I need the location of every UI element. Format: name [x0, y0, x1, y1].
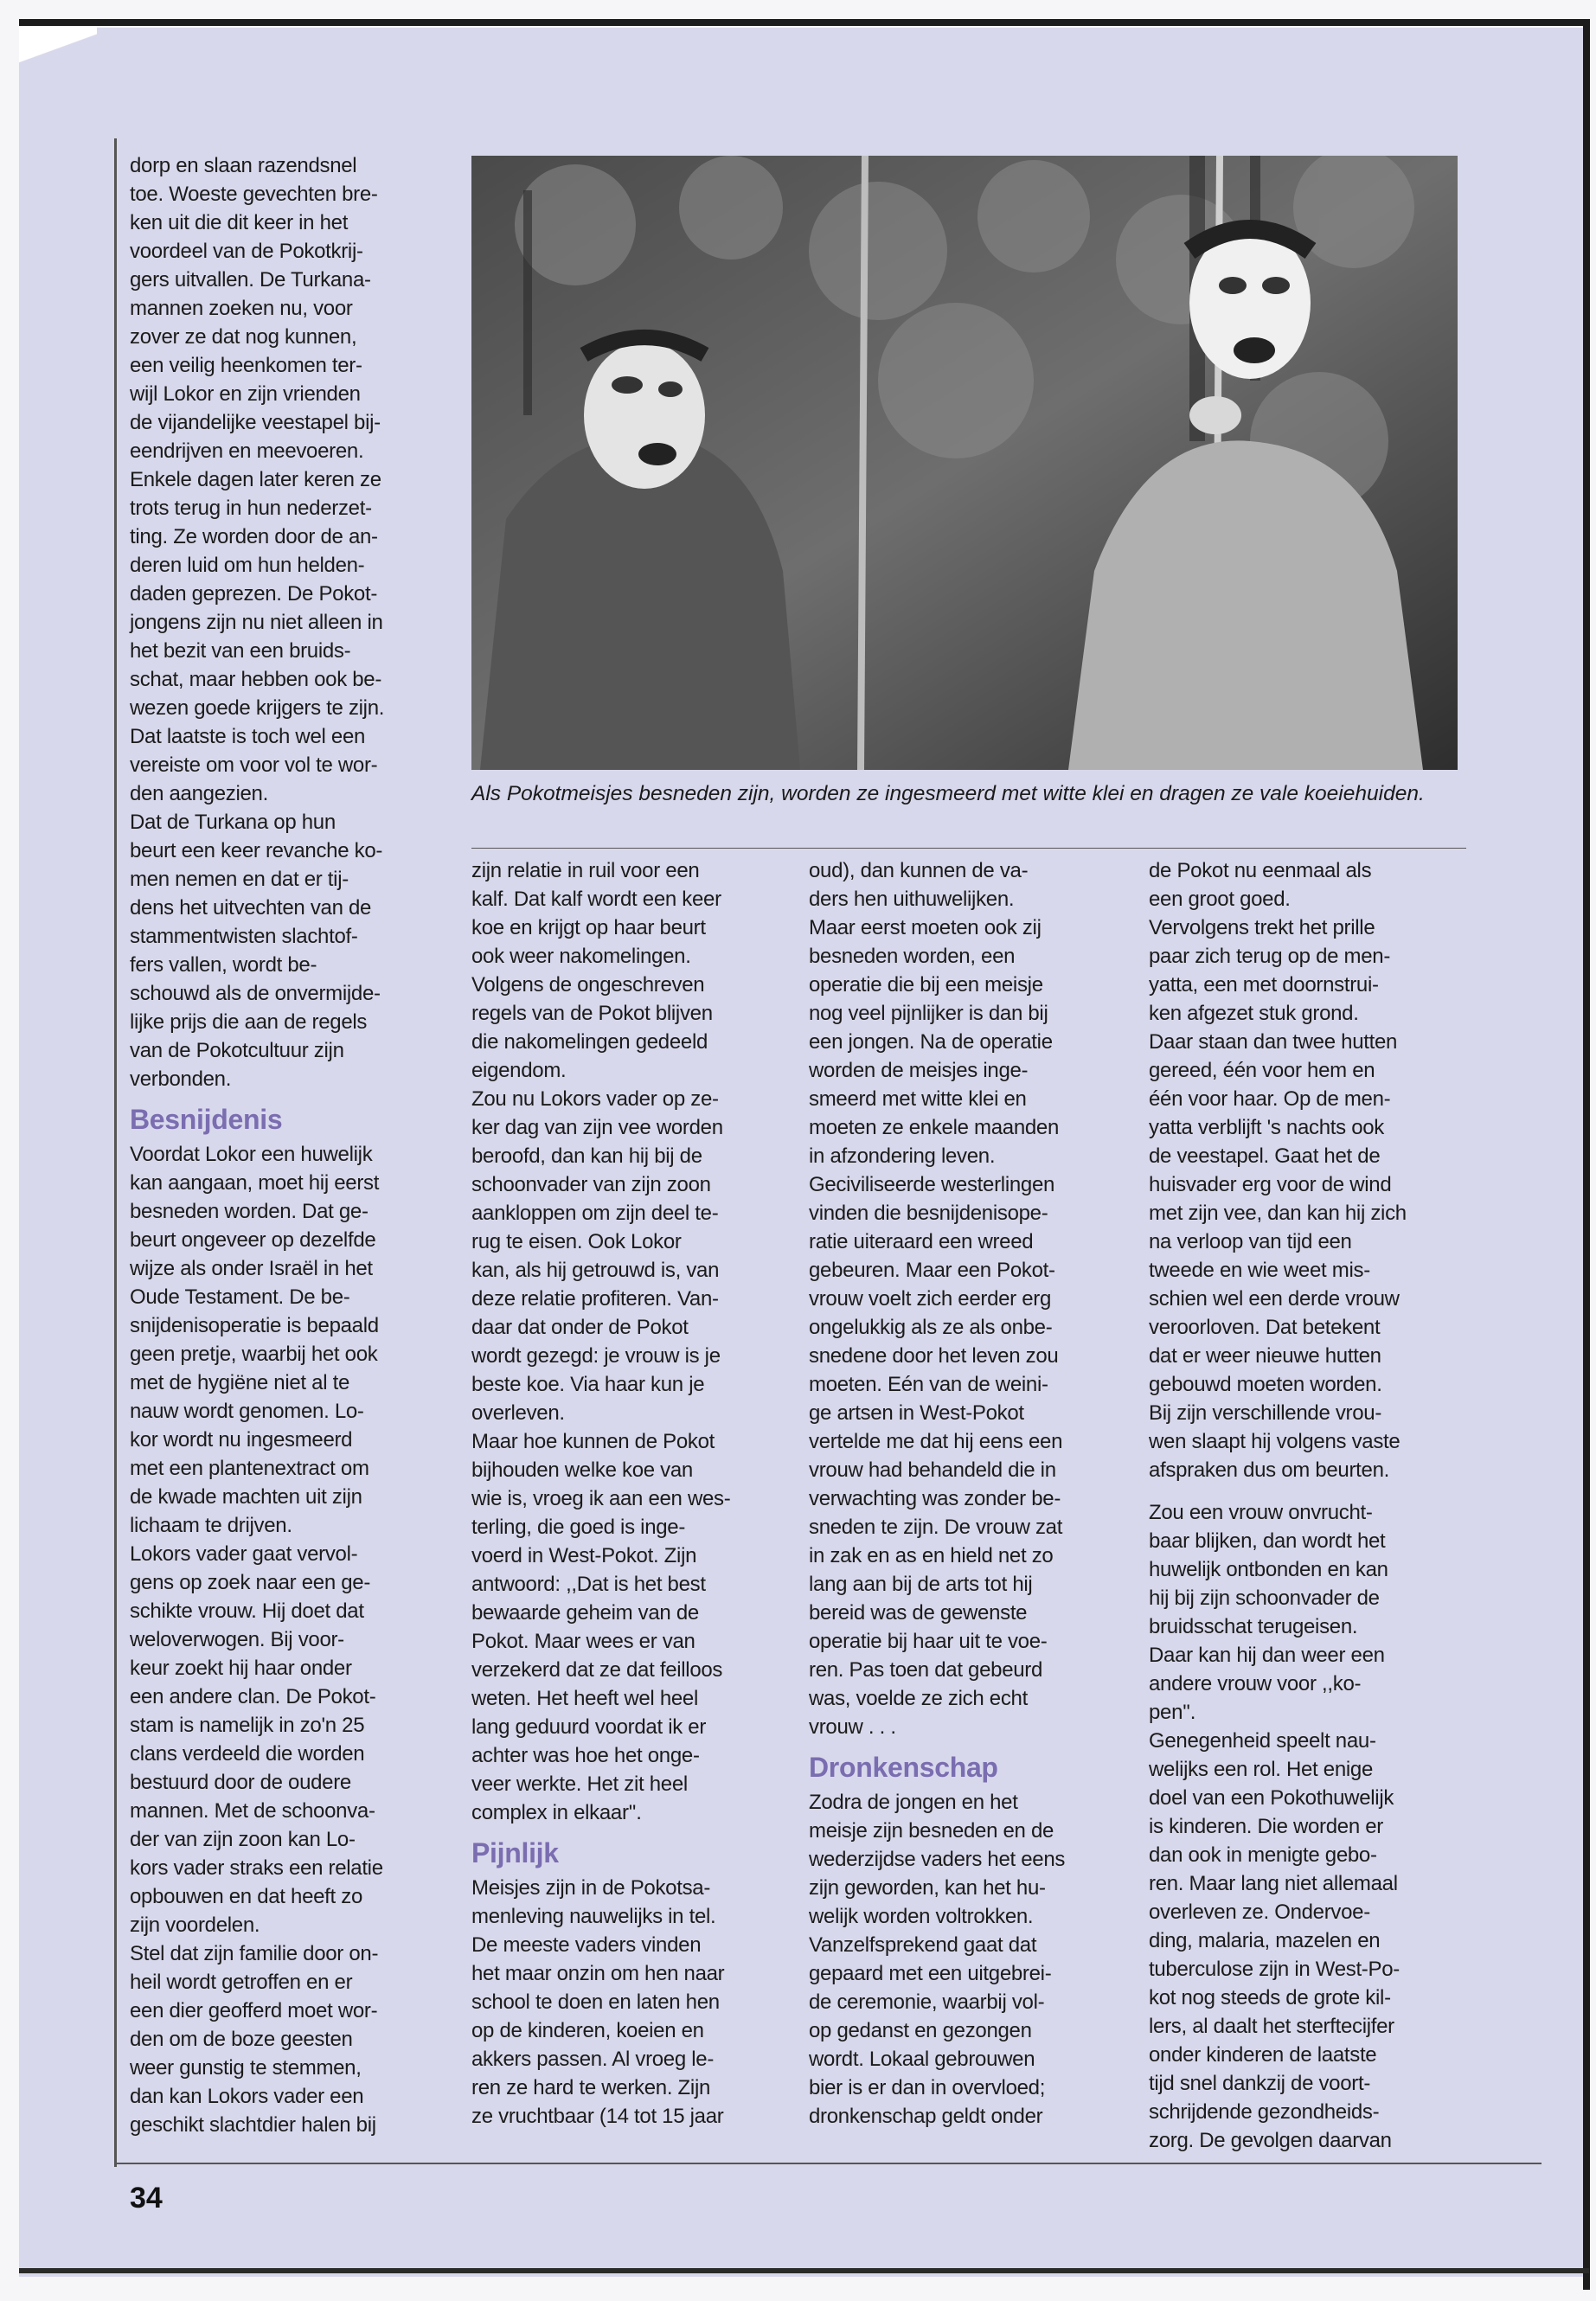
- caption-rule: [471, 848, 1466, 849]
- paragraph: Stel dat zijn familie door on- heil wordt getroffen en er een dier geofferd moet wor- den om de boze geesten weer gunstig te stemmen, dan kan Lokors vader een geschikt slachtdier halen bij: [130, 1942, 379, 2137]
- text-column-4: [1149, 856, 1469, 2155]
- paragraph: de Pokot nu eenmaal als een groot goed. Vervolgens trekt het prille paar zich terug op de men- yatta, een met doornstrui- ken afgezet stuk grond. Daar staan dan twee hutten gereed, één voor hem en één voor haar. Op de men- yatta verblijft 's nachts ook de veestapel. Gaat het de huisvader erg voor de wind met zijn vee, dan kan hij zich na verloop van tijd een tweede en wie weet mis- schien wel een derde vrouw veroorloven. Dat betekent dat er weer nieuwe hutten gebouwd moeten worden. Bij zijn verschillende vrou- wen slaapt hij volgens vaste afspraken dus om beurten.: [1149, 859, 1407, 1482]
- section-heading: Dronkenschap: [809, 1752, 998, 1783]
- paragraph: oud), dan kunnen de va- ders hen uithuwelijken. Maar eerst moeten ook zij besneden worden, een operatie die bij een meisje nog veel pijnlijker is dan bij een jongen. Na de operatie worden de meisjes inge- smeerd met witte klei en moeten ze enkele maanden in afzondering leven. Geciviliseerde westerlingen vinden die besnijdenisope- ratie uiteraard een wreed gebeuren. Maar een Pokot- vrouw voelt zich eerder erg ongelukkig als ze als onbe- snedene door het leven zou moeten. Eén van de weini- ge artsen in West-Pokot vertelde me dat hij eens een vrouw had behandeld die in verwachting was zonder be- sneden te zijn. De vrouw zat in zak en as en hield net zo lang aan bij de arts tot hij bereid was de gewenste operatie bij haar uit te voe- ren. Pas toen dat gebeurd was, voelde ze zich echt vrouw . . .: [809, 859, 1063, 1739]
- text-column-1: [130, 151, 450, 2139]
- section-heading: Pijnlijk: [471, 1837, 559, 1868]
- photo-caption: Als Pokotmeisjes besneden zijn, worden ze ingesmeerd met witte klei en dragen ze vale koeiehuiden.: [471, 782, 1425, 805]
- footer-rule: [114, 2163, 1542, 2164]
- paragraph: Maar hoe kunnen de Pokot bijhouden welke koe van wie is, vroeg ik aan een wes- terling, die goed is inge- voerd in West-Pokot. Zijn antwoord: ,,Dat is het best bewaarde geheim van de Pokot. Maar wees er van verzekerd dat ze dat feilloos weten. Het heeft wel heel lang geduurd voordat ik er achter was hoe het onge- veer werkte. Het zit heel complex in elkaar''.: [471, 1430, 731, 1824]
- section-heading: Besnijdenis: [130, 1104, 283, 1135]
- page-corner: [19, 26, 97, 78]
- scan-border: [19, 2268, 1589, 2273]
- paragraph: dorp en slaan razendsnel toe. Woeste gevechten bre- ken uit die dit keer in het voordeel van de Pokotkrij- gers uitvallen. De Turkana- mannen zoeken nu, voor zover ze dat nog kunnen, een veilig heenkomen ter- wijl Lokor en zijn vrienden de vijandelijke veestapel bij- eendrijven en meevoeren. Enkele dagen later keren ze trots terug in hun nederzet- ting. Ze worden door de an- deren luid om hun helden- daden geprezen. De Pokot- jongens zijn nu niet alleen in het bezit van een bruids- schat, maar hebben ook be- wezen goede krijgers te zijn. Dat laatste is toch wel een vereiste om voor vol te wor- den aangezien.: [130, 154, 385, 805]
- paragraph: zijn relatie in ruil voor een kalf. Dat kalf wordt een keer koe en krijgt op haar beurt ook weer nakomelingen. Volgens de ongeschreven regels van de Pokot blijven die nakomelingen gedeeld eigendom.: [471, 859, 721, 1082]
- scan-border: [1583, 19, 1590, 2290]
- paragraph: Lokors vader gaat vervol- gens op zoek naar een ge- schikte vrouw. Hij doet dat weloverwogen. Bij voor- keur zoekt hij haar onder een andere clan. De Pokot- stam is namelijk in zo'n 25 clans verdeeld die worden bestuurd door de oudere mannen. Met de schoonva- der van zijn zoon kan Lo- kors vader straks een relatie opbouwen en dat heeft zo zijn voordelen.: [130, 1542, 383, 1937]
- paragraph: Zodra de jongen en het meisje zijn besneden en de wederzijdse vaders het eens zijn geworden, kan het hu- welijk worden voltrokken. Vanzelfsprekend gaat dat gepaard met een uitgebrei- de ceremonie, waarbij vol- op gedanst en gezongen wordt. Lokaal gebrouwen bier is er dan in overvloed; dronkenschap geldt onder: [809, 1791, 1066, 2128]
- scan-border: [19, 19, 1589, 26]
- paragraph: Dat de Turkana op hun beurt een keer revanche ko- men nemen en dat er tij- dens het uitvechten van de stammentwisten slachtof- fers vallen, wordt be- schouwd als de onvermijde- lijke prijs die aan de regels van de Pokotcultuur zijn verbonden.: [130, 811, 383, 1091]
- column-rule: [114, 138, 117, 2167]
- text-column-3: [809, 856, 1129, 2131]
- text-column-2: [471, 856, 792, 2131]
- paragraph: Zou nu Lokors vader op ze- ker dag van zijn vee worden beroofd, dan kan hij bij de schoonvader van zijn zoon aankloppen om zijn deel te- rug te eisen. Ook Lokor kan, als hij getrouwd is, van deze relatie profiteren. Van- daar dat onder de Pokot wordt gezegd: je vrouw is je beste koe. Via haar kun je overleven.: [471, 1087, 723, 1425]
- page-number: 34: [130, 2182, 163, 2214]
- photo-pokot-girls: [471, 156, 1458, 770]
- paragraph: Zou een vrouw onvrucht- baar blijken, dan wordt het huwelijk ontbonden en kan hij bij zijn schoonvader de bruidsschat terugeisen. Daar kan hij dan weer een andere vrouw voor ,,ko- pen''.: [1149, 1501, 1388, 1724]
- photo-image: [471, 156, 1458, 770]
- paragraph: Meisjes zijn in de Pokotsa- menleving nauwelijks in tel. De meeste vaders vinden het maar onzin om hen naar school te doen en laten hen op de kinderen, koeien en akkers passen. Al vroeg le- ren ze hard te werken. Zijn ze vruchtbaar (14 tot 15 jaar: [471, 1876, 725, 2128]
- paragraph: Genegenheid speelt nau- welijks een rol. Het enige doel van een Pokothuwelijk is kinderen. Die worden er dan ook in menigte gebo- ren. Maar lang niet allemaal overleven ze. Ondervoe- ding, malaria, mazelen en tuberculose zijn in West-Po- kot nog steeds de grote kil- lers, al daalt het sterftecijfer onder kinderen de laatste tijd snel dankzij de voort- schrijdende gezondheids- zorg. De gevolgen daarvan: [1149, 1729, 1400, 2152]
- paragraph: Voordat Lokor een huwelijk kan aangaan, moet hij eerst besneden worden. Dat ge- beurt ongeveer op dezelfde wijze als onder Israël in het Oude Testament. De be- snijdenisoperatie is bepaald geen pretje, waarbij het ook met de hygiëne niet al te nauw wordt genomen. Lo- kor wordt nu ingesmeerd met een plantenextract om de kwade machten uit zijn lichaam te drijven.: [130, 1143, 380, 1537]
